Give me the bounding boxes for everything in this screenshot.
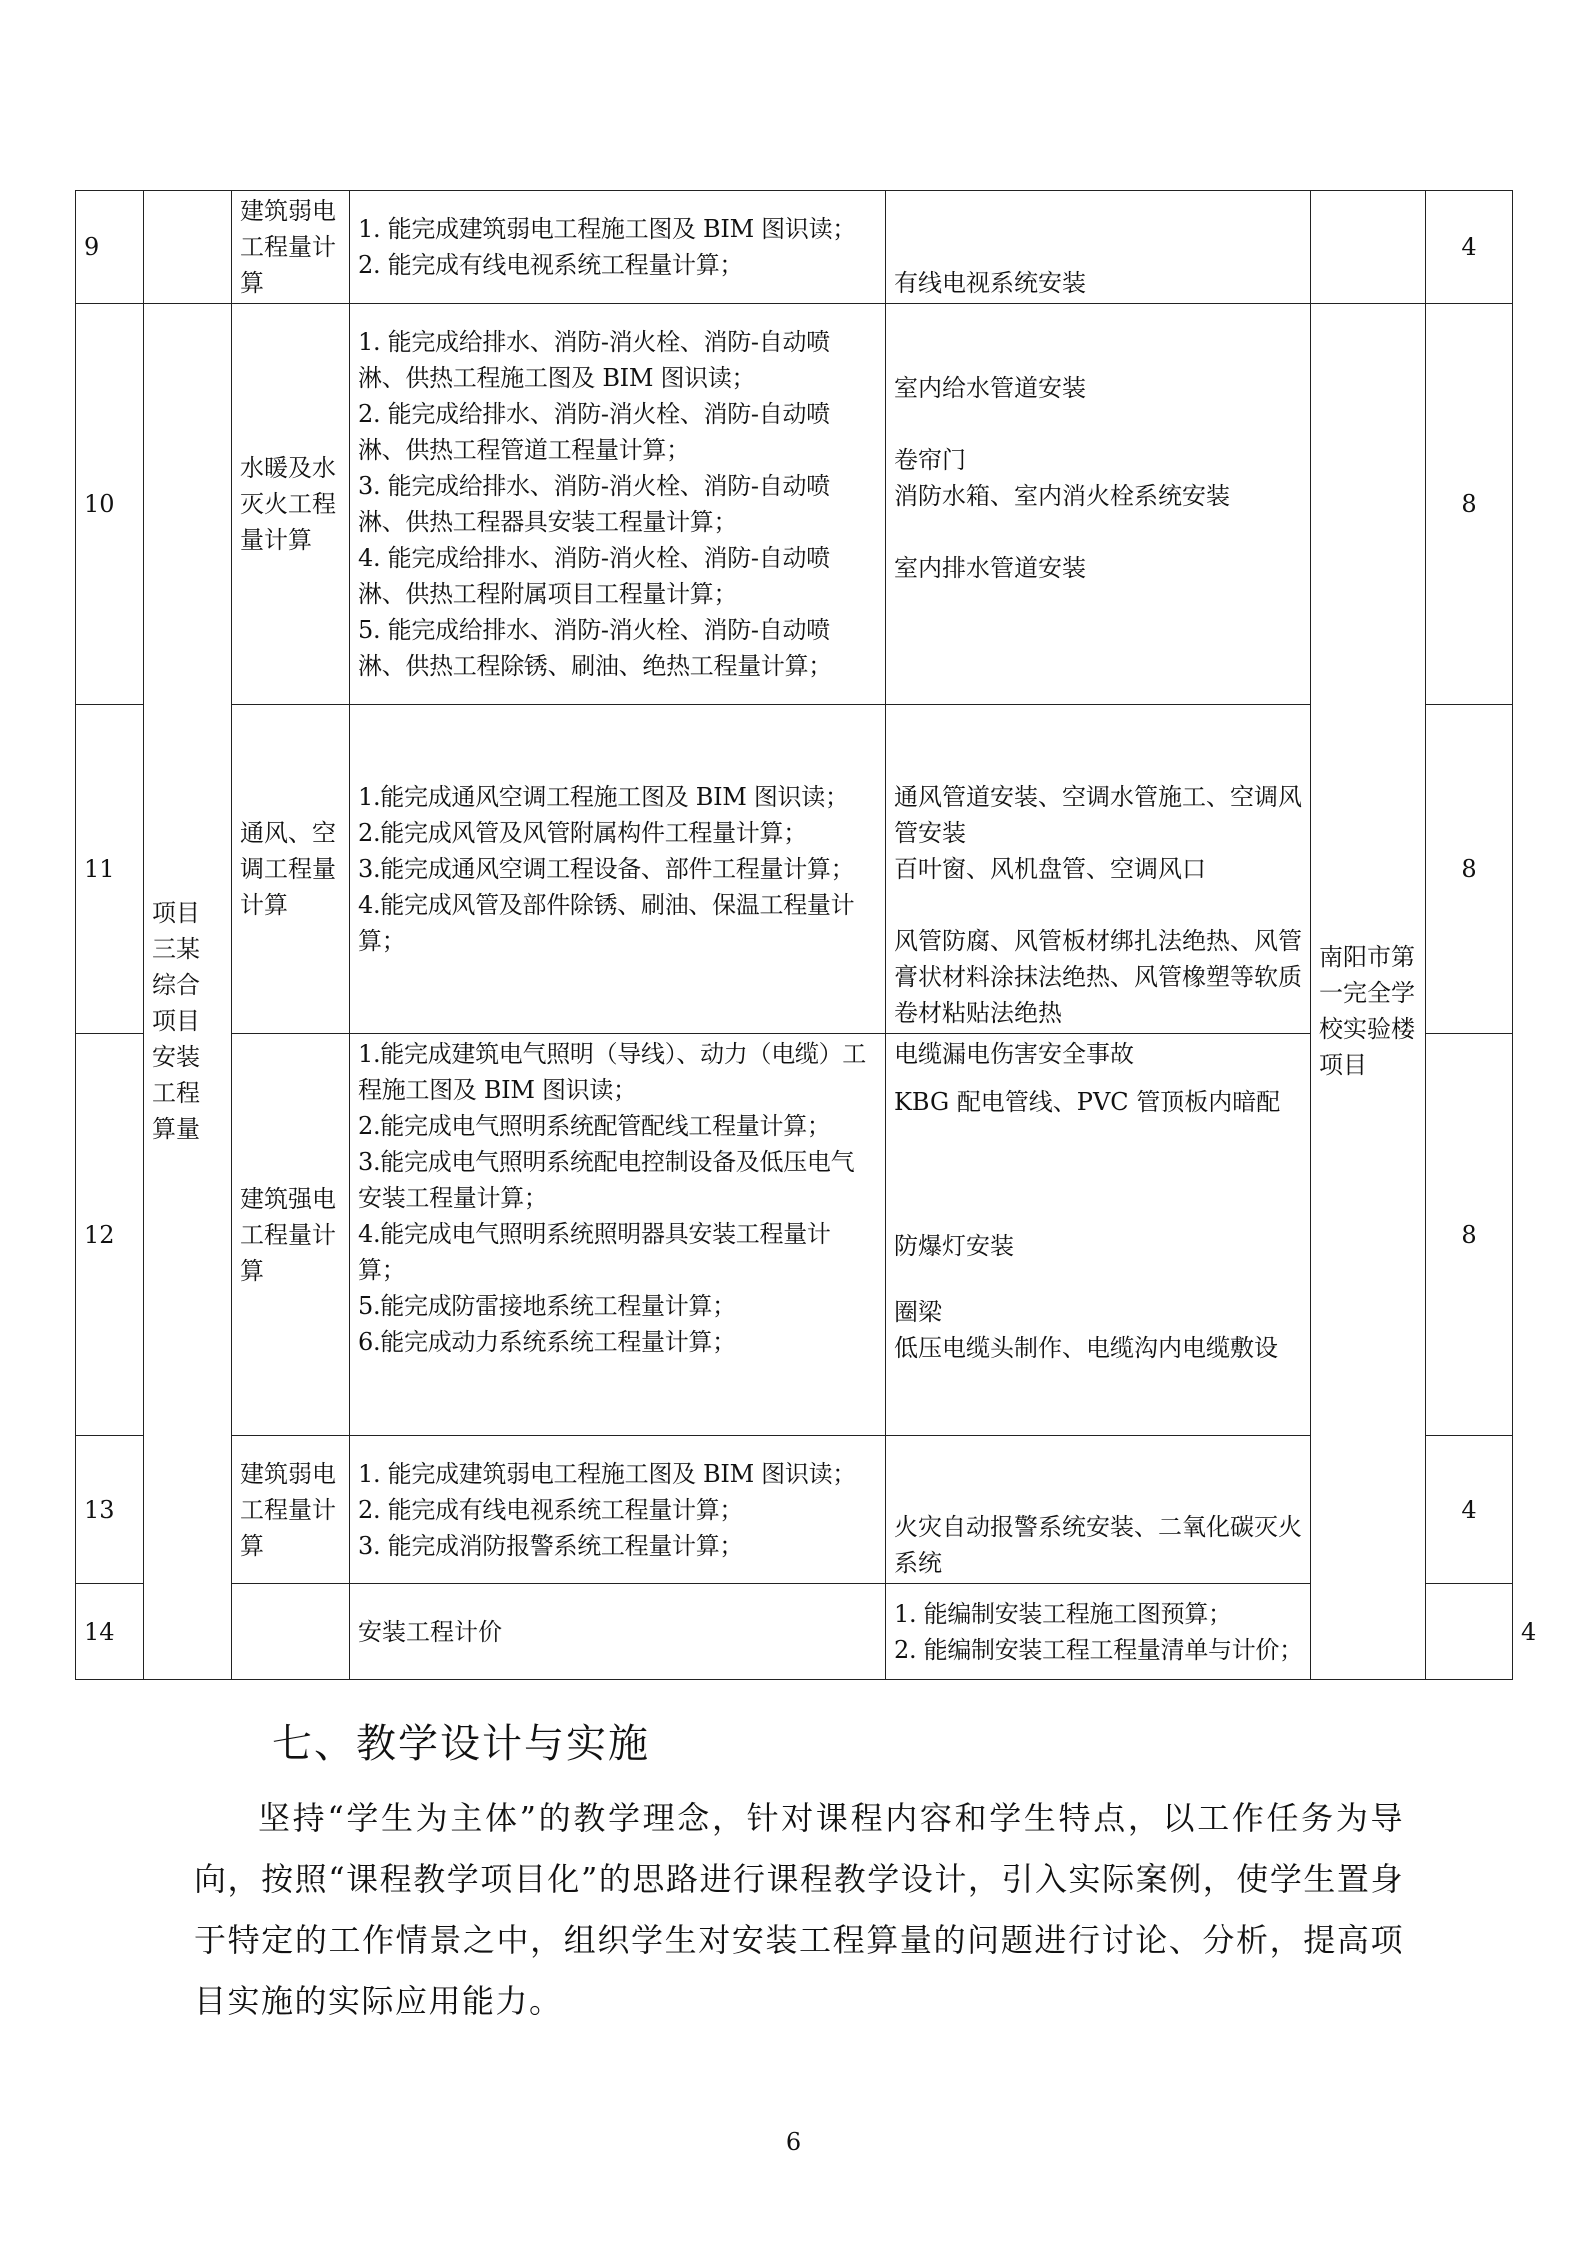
ability-item: 2.能完成电气照明系统配管配线工程量计算； xyxy=(358,1112,831,1140)
hours-cell: 4 xyxy=(1426,191,1513,304)
project-cell: 南阳市第一完全学校实验楼项目 xyxy=(1311,304,1426,1680)
ability-item: 2. 能完成有线电视系统工程量计算； xyxy=(358,1495,744,1524)
ability-item: 2.能完成风管及风管附属构件工程量计算； xyxy=(358,819,807,847)
ability-cell xyxy=(350,1034,886,1436)
task-item: 通风管道安装、空调水管施工、空调风管安装 xyxy=(894,783,1302,847)
section-paragraph: 坚持“学生为主体”的教学理念，针对课程内容和学生特点，以工作任务为导向，按照“课程教学项目化”的思路进行课程教学设计，引入实际案例，使学生置身于特定的工作情景之中，组织学生对安装工程算量的问题进行讨论、分析，提高项目实施的实际应用能力。 xyxy=(194,1799,1404,2020)
task-item: 消防水箱、室内消火栓系统安装 xyxy=(894,482,1230,510)
row-number: 14 xyxy=(76,1584,144,1680)
task-item: KBG 配电管线、PVC 管顶板内暗配 xyxy=(894,1088,1281,1116)
row-number: 11 xyxy=(76,705,144,1034)
subject-cell: 安装工程计价 xyxy=(350,1584,886,1680)
table-row xyxy=(76,1034,1513,1436)
spacer xyxy=(894,406,1302,442)
ability-item: 1.能完成通风空调工程施工图及 BIM 图识读； xyxy=(358,783,849,811)
ability-item: 1. 能完成建筑弱电工程施工图及 BIM 图识读； xyxy=(358,215,856,243)
subject-cell: 通风、空调工程量计算 xyxy=(232,705,350,1034)
spacer xyxy=(894,1264,1302,1294)
task-item: 火灾自动报警系统安装、二氧化碳灭火系统 xyxy=(894,1513,1302,1577)
row-number: 12 xyxy=(76,1034,144,1436)
row-number: 13 xyxy=(76,1436,144,1584)
spacer xyxy=(894,887,1302,923)
ability-cell xyxy=(350,191,886,304)
ability-item: 2. 能完成有线电视系统工程量计算； xyxy=(358,251,744,279)
ability-item: 1. 能完成建筑弱电工程施工图及 BIM 图识读； xyxy=(358,1459,856,1488)
hours-cell: 8 xyxy=(1426,304,1513,705)
spacer xyxy=(894,514,1302,550)
task-cell xyxy=(886,705,1311,1034)
ability-cell xyxy=(350,1436,886,1584)
row-number: 10 xyxy=(76,304,144,705)
task-item: 百叶窗、风机盘管、空调风口 xyxy=(894,855,1206,883)
table-row xyxy=(76,304,1513,705)
table-row xyxy=(76,1436,1513,1584)
category-empty-cell xyxy=(232,1584,350,1680)
spacer xyxy=(894,1120,1302,1228)
course-content-table xyxy=(75,190,1537,1680)
ability-item: 3.能完成通风空调工程设备、部件工程量计算； xyxy=(358,855,855,883)
ability-item: 3.能完成电气照明系统配电控制设备及低压电气安装工程量计算； xyxy=(358,1148,855,1212)
task-item: 风管防腐、风管板材绑扎法绝热、风管膏状材料涂抹法绝热、风管橡塑等软质卷材粘贴法绝热 xyxy=(894,927,1302,1027)
task-item: 室内给水管道安装 xyxy=(894,374,1086,402)
task-cell xyxy=(886,1436,1311,1584)
table-row: 14 安装工程计价 1. 能编制安装工程施工图预算； 2. 能编制安装工程工程量清单与计价； 4 xyxy=(76,1584,1513,1680)
project-cell-top xyxy=(1311,191,1426,304)
ability-item: 1.能完成建筑电气照明（导线）、动力（电缆）工程施工图及 BIM 图识读； xyxy=(358,1040,866,1104)
task-item: 低压电缆头制作、电缆沟内电缆敷设 xyxy=(894,1334,1278,1362)
task-item: 有线电视系统安装 xyxy=(894,269,1086,297)
subject-cell: 建筑弱电工程量计算 xyxy=(232,191,350,304)
task-item: 防爆灯安装 xyxy=(894,1232,1014,1260)
ability-item: 2. 能编制安装工程工程量清单与计价； xyxy=(894,1635,1303,1664)
hours-cell: 8 xyxy=(1426,705,1513,1034)
task-item: 圈梁 xyxy=(894,1298,942,1326)
spacer xyxy=(894,1072,1302,1084)
ability-item: 1. 能编制安装工程施工图预算； xyxy=(894,1599,1232,1628)
ability-item: 5.能完成防雷接地系统工程量计算； xyxy=(358,1292,736,1320)
ability-item: 5. 能完成给排水、消防-消火栓、消防-自动喷淋、供热工程除锈、刷油、绝热工程量计算； xyxy=(358,616,832,680)
ability-item: 2. 能完成给排水、消防-消火栓、消防-自动喷淋、供热工程管道工程量计算； xyxy=(358,400,830,464)
task-cell xyxy=(886,304,1311,705)
ability-item: 4.能完成风管及部件除锈、刷油、保温工程量计算； xyxy=(358,891,855,955)
ability-cell xyxy=(886,1584,1311,1680)
category-cell: 项目三某综合项目安装工程算量 xyxy=(144,304,232,1680)
ability-cell xyxy=(350,304,886,705)
subject-cell: 水暖及水灭火工程量计算 xyxy=(232,304,350,705)
hours-cell: 8 xyxy=(1426,1034,1513,1436)
ability-item: 6.能完成动力系统系统工程量计算； xyxy=(358,1328,736,1356)
ability-item: 4. 能完成给排水、消防-消火栓、消防-自动喷淋、供热工程附属项目工程量计算； xyxy=(358,544,830,608)
task-item: 卷帘门 xyxy=(894,446,966,474)
ability-item: 1. 能完成给排水、消防-消火栓、消防-自动喷淋、供热工程施工图及 BIM 图识读； xyxy=(358,328,830,392)
row-number: 9 xyxy=(76,191,144,304)
table-row xyxy=(76,705,1513,1034)
task-cell-empty xyxy=(1426,1584,1513,1680)
subject-cell: 建筑强电工程量计算 xyxy=(232,1034,350,1436)
ability-cell xyxy=(350,705,886,1034)
ability-item: 3. 能完成消防报警系统工程量计算； xyxy=(358,1531,744,1560)
page-number: 6 xyxy=(785,2128,802,2156)
subject-cell: 建筑弱电工程量计算 xyxy=(232,1436,350,1584)
ability-item: 4.能完成电气照明系统照明器具安装工程量计算； xyxy=(358,1220,831,1284)
task-item: 室内排水管道安装 xyxy=(894,554,1086,582)
task-item: 电缆漏电伤害安全事故 xyxy=(894,1040,1134,1068)
hours-cell: 4 xyxy=(1426,1436,1513,1584)
category-empty-cell xyxy=(144,191,232,304)
ability-item: 3. 能完成给排水、消防-消火栓、消防-自动喷淋、供热工程器具安装工程量计算； xyxy=(358,472,830,536)
task-cell xyxy=(886,191,1311,304)
section-heading: 七、教学设计与实施 xyxy=(272,1721,650,1767)
task-cell xyxy=(886,1034,1311,1436)
table-row xyxy=(76,191,1513,304)
